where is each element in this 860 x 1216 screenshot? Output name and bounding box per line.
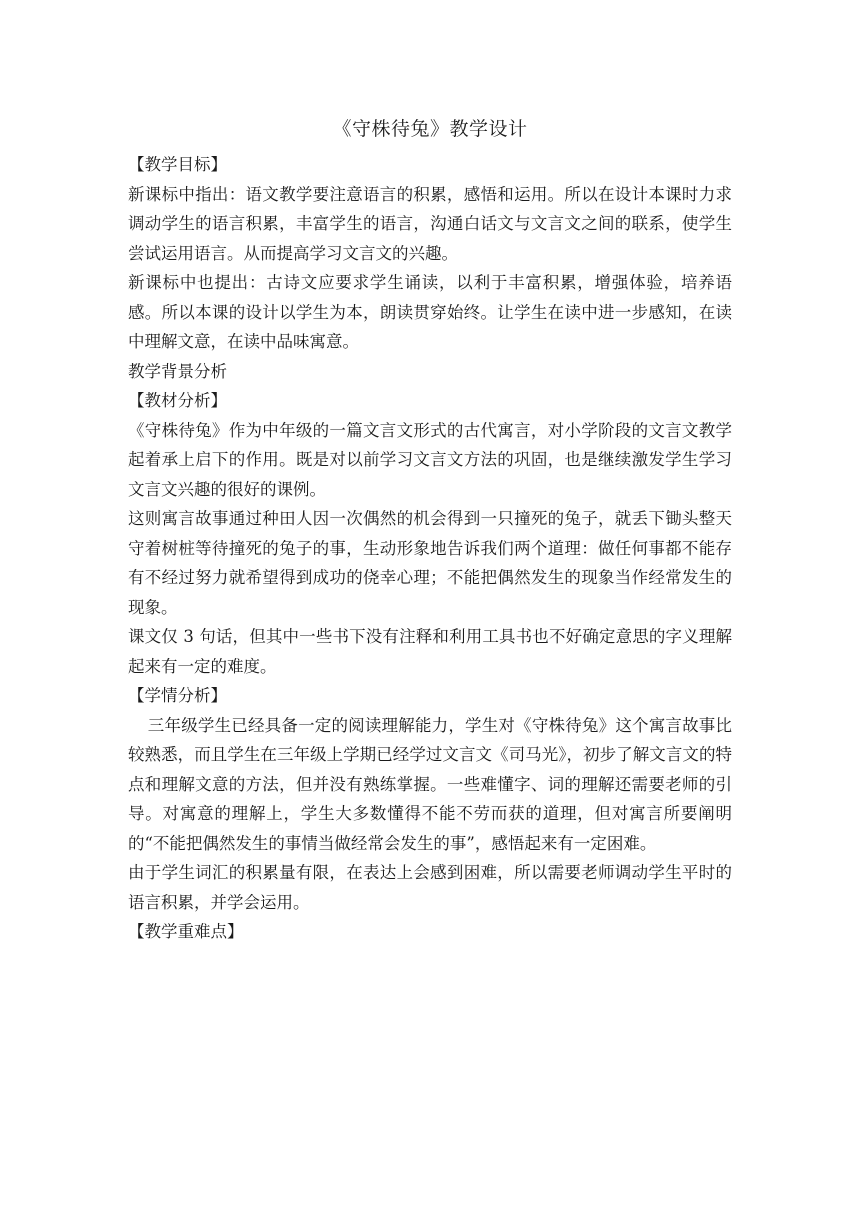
section-heading-teaching-goals: 【教学目标】 xyxy=(128,155,227,174)
section-heading-background: 教学背景分析 xyxy=(128,361,227,381)
paragraph-material-2: 这则寓言故事通过种田人因一次偶然的机会得到一只撞死的兔子，就丢下锄头整天守着树桩等待撞死的兔子的事，生动形象地告诉我们两个道理：做任何事都不能存有不经过努力就希望得到成功的侥幸心理；不能把偶然发生的现象当作经常发生的现象。 xyxy=(128,509,732,617)
paragraph-material-3: 课文仅 3 句话，但其中一些书下没有注释和利用工具书也不好确定意思的字义理解起来有一定的难度。 xyxy=(128,627,732,676)
paragraph-material-1: 《守株待兔》作为中年级的一篇文言文形式的古代寓言，对小学阶段的文言文教学起着承上启下的作用。既是对以前学习文言文方法的巩固，也是继续激发学生学习文言文兴趣的很好的课例。 xyxy=(128,420,732,499)
section-heading-key-points: 【教学重难点】 xyxy=(128,922,244,941)
paragraph-goal-1: 新课标中指出：语文教学要注意语言的积累，感悟和运用。所以在设计本课时力求调动学生的语言积累，丰富学生的语言，沟通白话文与文言文之间的联系，使学生尝试运用语言。从而提高学习文言文的兴趣。 xyxy=(128,184,732,263)
document-page xyxy=(128,112,732,947)
section-heading-student-analysis: 【学情分析】 xyxy=(128,686,227,705)
document-title: 《守株待兔》教学设计 xyxy=(332,118,528,140)
paragraph-student-2: 由于学生词汇的积累量有限，在表达上会感到困难，所以需要老师调动学生平时的语言积累，并学会运用。 xyxy=(128,863,732,912)
section-heading-material-analysis: 【教材分析】 xyxy=(128,391,227,410)
paragraph-goal-2: 新课标中也提出：古诗文应要求学生诵读，以利于丰富积累，增强体验，培养语感。所以本课的设计以学生为本，朗读贯穿始终。让学生在读中进一步感知，在读中理解文意，在读中品味寓意。 xyxy=(128,273,732,351)
paragraph-student-1: 三年级学生已经具备一定的阅读理解能力，学生对《守株待兔》这个寓言故事比较熟悉，而且学生在三年级上学期已经学过文言文《司马光》，初步了解文言文的特点和理解文意的方法，但并没有熟练掌握。一些难懂字、词的理解还需要老师的引导。对寓意的理解上，学生大多数懂得不能不劳而获的道理，但对寓言所要阐明的“不能把偶然发生的事情当做经常会发生的事”，感悟起来有一定困难。 xyxy=(128,715,732,853)
